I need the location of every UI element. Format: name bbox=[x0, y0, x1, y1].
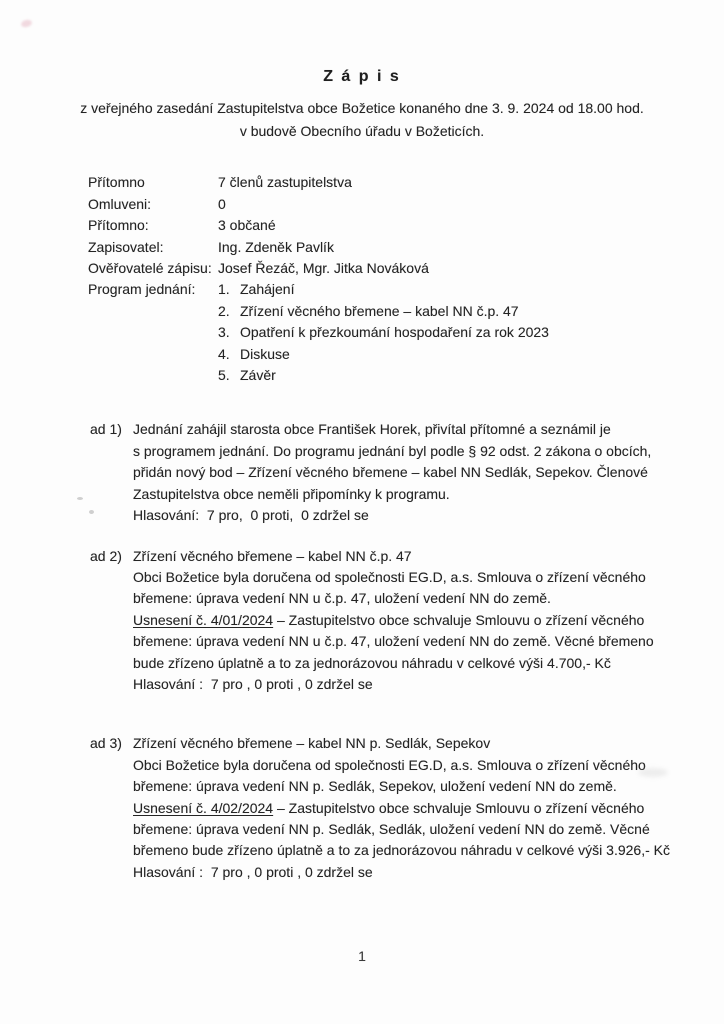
subtitle-line: v budově Obecního úřadu v Božeticích. bbox=[239, 123, 485, 140]
minutes-section bbox=[90, 733, 724, 883]
resolution-ref: Usnesení č. 4/01/2024 bbox=[133, 611, 274, 628]
minutes-section bbox=[90, 419, 724, 526]
text-line: Obci Božetice byla doručena od společnosti EG.D, a.s. Smlouva o zřízení věcného bbox=[133, 756, 646, 773]
agenda-item-label: Závěr bbox=[240, 367, 276, 384]
text-line: břemene: úprava vedení NN u č.p. 47, uložení vedení NN do země. bbox=[133, 590, 551, 607]
program-row bbox=[88, 279, 724, 386]
text-line: Hlasování: 7 pro, 0 proti, 0 zdržel se bbox=[133, 507, 369, 524]
text-line: s programem jednání. Do programu jednání byl podle § 92 odst. 2 zákona o obcích, bbox=[133, 442, 652, 459]
agenda-item bbox=[218, 365, 549, 386]
meta-label: Zapisovatel: bbox=[88, 238, 164, 255]
minutes-section bbox=[90, 546, 724, 696]
agenda-item-label: Opatření k přezkoumání hospodaření za rok 2023 bbox=[240, 324, 549, 341]
meta-rows bbox=[88, 172, 724, 279]
text-line: Usnesení č. 4/01/2024 – Zastupitelstvo obce schvaluje Smlouvu o zřízení věcného bbox=[133, 611, 645, 628]
text-line: Obci Božetice byla doručena od společnosti EG.D, a.s. Smlouva o zřízení věcného bbox=[133, 568, 646, 585]
text-line: břemene: úprava vedení NN p. Sedlák, Sedlák, uložení vedení NN do země. Věcné bbox=[133, 820, 650, 837]
meta-label: Omluveni: bbox=[88, 195, 152, 212]
text-line: břemene: úprava vedení NN p. Sedlák, Sepekov, uložení vedení NN do země. bbox=[133, 778, 617, 795]
agenda-item-number: 2. bbox=[218, 302, 230, 319]
text-line: bude zřízeno úplatně a to za jednorázovou náhradu v celkové výši 4.700,- Kč bbox=[133, 654, 611, 671]
text-line: přidán nový bod – Zřízení věcného břemene – kabel NN Sedlák, Sepekov. Členové bbox=[133, 464, 648, 481]
agenda-item-number: 5. bbox=[218, 367, 230, 384]
meta-value: Ing. Zdeněk Pavlík bbox=[218, 238, 334, 255]
text-line: Zřízení věcného břemene – kabel NN č.p. 47 bbox=[133, 547, 412, 564]
text-line: Zastupitelstva obce neměli připomínky k programu. bbox=[133, 485, 450, 502]
meta-label: Přítomno bbox=[88, 174, 145, 191]
agenda-item bbox=[218, 322, 549, 343]
agenda-item bbox=[218, 344, 549, 365]
section-content bbox=[133, 419, 718, 526]
agenda-item-label: Diskuse bbox=[240, 345, 290, 362]
agenda-item-label: Zahájení bbox=[240, 281, 295, 298]
text-line: Jednání zahájil starosta obce František Horek, přivítal přítomné a seznámil je bbox=[133, 421, 611, 438]
meta-row bbox=[88, 215, 724, 236]
meta-row bbox=[88, 172, 724, 193]
agenda-item-number: 3. bbox=[218, 324, 230, 341]
section-marker: ad 3) bbox=[90, 735, 122, 752]
agenda-item bbox=[218, 301, 549, 322]
section-marker: ad 1) bbox=[90, 421, 122, 438]
meta-row bbox=[88, 237, 724, 258]
section-marker: ad 2) bbox=[90, 547, 122, 564]
text-line: Hlasování : 7 pro , 0 proti , 0 zdržel se bbox=[133, 675, 373, 692]
text-line: Hlasování : 7 pro , 0 proti , 0 zdržel se bbox=[133, 863, 373, 880]
section-content bbox=[133, 733, 718, 883]
program-label: Program jednání: bbox=[88, 281, 196, 298]
agenda-list bbox=[218, 279, 549, 386]
document-subtitle bbox=[0, 97, 724, 143]
meta-value: Josef Řezáč, Mgr. Jitka Nováková bbox=[218, 260, 429, 277]
document-title: Z á p i s bbox=[323, 68, 401, 85]
meta-row bbox=[88, 258, 724, 279]
agenda-item-number: 4. bbox=[218, 345, 230, 362]
agenda-item-label: Zřízení věcného břemene – kabel NN č.p. 47 bbox=[240, 302, 519, 319]
meta-value: 0 bbox=[218, 195, 226, 212]
section-content bbox=[133, 546, 718, 696]
page-number: 1 bbox=[358, 948, 366, 964]
text-line: břemene: úprava vedení NN u č.p. 47, uložení vedení NN do země. Věcné břemeno bbox=[133, 633, 654, 650]
meta-value: 7 členů zastupitelstva bbox=[218, 174, 352, 191]
meta-label: Ověřovatelé zápisu: bbox=[88, 260, 212, 277]
text-line: Zřízení věcného břemene – kabel NN p. Sedlák, Sepekov bbox=[133, 735, 491, 752]
agenda-item bbox=[218, 279, 549, 300]
agenda-item-number: 1. bbox=[218, 281, 230, 298]
text-line: břemeno bude zřízeno úplatně a to za jednorázovou náhradu v celkové výši 3.926,- Kč bbox=[133, 842, 670, 859]
meta-block bbox=[88, 172, 724, 386]
meta-label: Přítomno: bbox=[88, 217, 149, 234]
meta-row bbox=[88, 194, 724, 215]
minutes-sections bbox=[90, 419, 724, 883]
resolution-ref: Usnesení č. 4/02/2024 bbox=[133, 799, 274, 816]
text-line: Usnesení č. 4/02/2024 – Zastupitelstvo obce schvaluje Smlouvu o zřízení věcného bbox=[133, 799, 645, 816]
meta-value: 3 občané bbox=[218, 217, 276, 234]
scan-artifact bbox=[77, 497, 83, 500]
subtitle-line: z veřejného zasedání Zastupitelstva obce Božetice konaného dne 3. 9. 2024 od 18.00 hod. bbox=[80, 100, 644, 117]
